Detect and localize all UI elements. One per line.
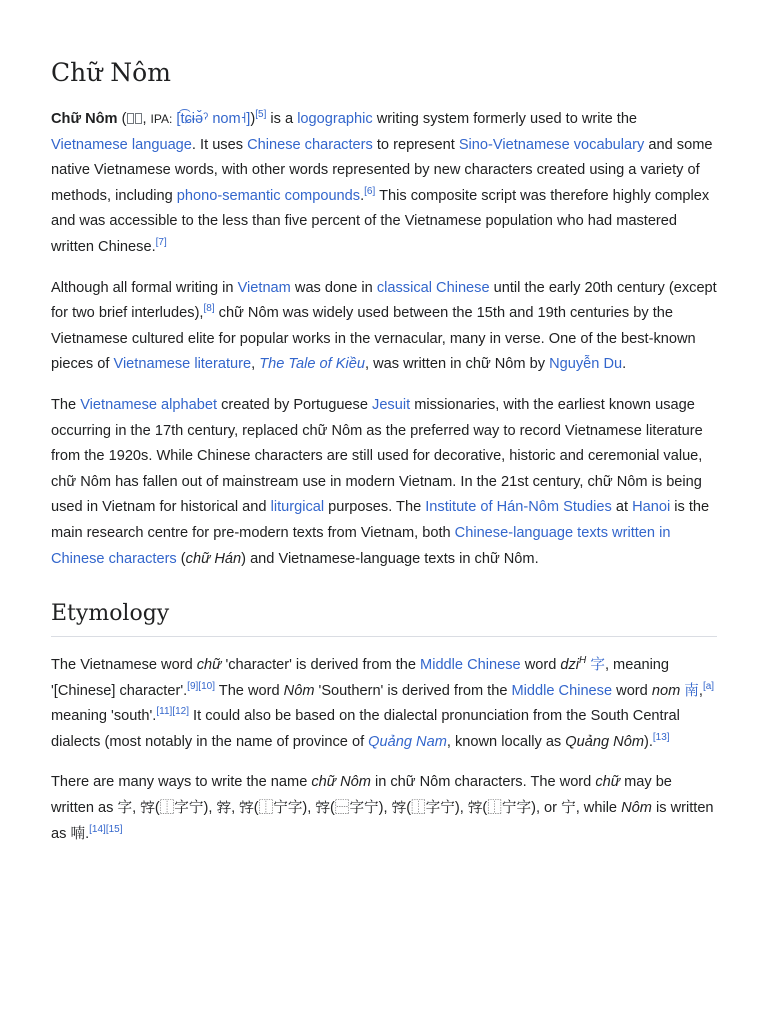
citation-link[interactable]: [5] (255, 109, 267, 121)
tale-of-kieu-link[interactable]: The Tale of Kiều (259, 356, 365, 373)
logographic-link[interactable]: logographic (297, 111, 373, 127)
citation-link[interactable]: [14] (89, 823, 106, 835)
nguyen-du-link[interactable]: Nguyễn Du (549, 356, 623, 373)
jesuit-link[interactable]: Jesuit (372, 396, 411, 413)
vietnamese-language-link[interactable]: Vietnamese language (51, 136, 192, 153)
nom-variant: 𡨸(⿰字宁) (140, 800, 209, 817)
vietnamese-alphabet-link[interactable]: Vietnamese alphabet (80, 396, 218, 413)
citation-link[interactable]: [12] (172, 706, 189, 718)
missing-glyph-icon (135, 113, 142, 124)
chinese-characters-link[interactable]: Chinese characters (247, 136, 373, 153)
citation-link[interactable]: [9] (187, 680, 199, 692)
citation-link[interactable]: [15] (105, 823, 123, 835)
institute-han-nom-link[interactable]: Institute of Hán-Nôm Studies (425, 499, 612, 516)
hanoi-link[interactable]: Hanoi (632, 499, 671, 516)
sino-vietnamese-link[interactable]: Sino-Vietnamese vocabulary (458, 136, 645, 153)
intro-paragraph: Chữ Nôm ( , IPA: [t͡ɕɨə̌ˀ nom˧])[5] is a logographic writing system formerly used to write the Vietnamese language. It uses Chinese characters to represent Sino-Vietnamese vocabulary and some native Vietnamese words, with other words represented by new characters created using a variety of methods, including phono-semantic compounds.[6] This composite script was therefore highly complex and was accessible to the less than five percent of the Vietnamese population who had mastered written Chinese.[7] (51, 109, 713, 255)
quang-nam-link[interactable]: Quảng Nam (368, 733, 447, 750)
writing-forms-paragraph: There are many ways to write the name chữ Nôm in chữ Nôm characters. The word chữ may be written as 字, 𡨸(⿰字宁), 𡦂, 𡨸(⿰宁字), 𡨸(⿱字宁), 𡨸(⿰字宁), 𡨸(⿰宁字), or 宁, while Nôm is written as 喃.[14][15] (51, 774, 714, 842)
chinese-language-texts-link[interactable]: Chinese-language texts written in Chinese characters (51, 524, 671, 567)
citation-link[interactable]: [10] (198, 680, 215, 692)
liturgical-link[interactable]: liturgical (270, 499, 325, 516)
citation-link[interactable]: [6] (364, 185, 376, 197)
zi-character-link[interactable]: 字 (590, 657, 605, 674)
missing-glyph-icon (127, 113, 134, 124)
nom-character: 喃 (70, 825, 86, 842)
vietnam-link[interactable]: Vietnam (237, 279, 291, 296)
footnote-link[interactable]: [a] (702, 680, 715, 692)
citation-link[interactable]: [13] (652, 732, 670, 744)
nom-variant: 𡦂 (216, 800, 232, 817)
middle-chinese-link[interactable]: Middle Chinese (420, 657, 521, 674)
phono-semantic-link[interactable]: phono-semantic compounds (176, 187, 361, 204)
classical-chinese-link[interactable]: classical Chinese (376, 279, 490, 296)
page-title: Chữ Nôm (51, 58, 171, 87)
han-character: 宁 (561, 800, 576, 817)
citation-link[interactable]: [11] (156, 706, 173, 718)
etymology-paragraph: The Vietnamese word chữ 'character' is derived from the Middle Chinese word dzi$^H$ 字, meaning '[Chinese] character'.[9][10] The word Nôm 'Southern' is derived from the Middle Chinese word nom 南,[a] meaning 'south'.[11][12] It could also be based on the dialectal pronunciation from the South Central dialects (most notably in the name of province of Quảng Nam, known locally as Quảng Nôm).[13] (51, 655, 715, 750)
ipa-pronunciation-link[interactable]: [t͡ɕɨə̌ˀ nom˧] (176, 111, 251, 127)
modern-use-paragraph: The Vietnamese alphabet created by Portuguese Jesuit missionaries, with the earliest known usage occurring in the 17th century, replaced chữ Nôm as the preferred way to record Vietnamese literature from the 1920s. While Chinese characters are still used for decorative, historic and ceremonial value, chữ Nôm has fallen out of mainstream use in modern Vietnam. In the 21st century, chữ Nôm is being used in Vietnam for historical and liturgical purposes. The Institute of Hán-Nôm Studies at Hanoi is the main research centre for pre-modern texts from Vietnam, both Chinese-language texts written in Chinese characters (chữ Hán) and Vietnamese-language texts in chữ Nôm. (51, 396, 710, 567)
nom-variant: 𡨸(⿰宁字) (467, 800, 536, 817)
nom-variant: 𡨸(⿰宁字) (239, 800, 308, 817)
history-paragraph: Although all formal writing in Vietnam was done in classical Chinese until the early 20th century (except for two brief interludes),[8] chữ Nôm was widely used between the 15th and 19th centuries by the Vietnamese cultured elite for popular works in the vernacular, many in verse. One of the best-known pieces of Vietnamese literature, The Tale of Kiều, was written in chữ Nôm by Nguyễn Du. (51, 279, 717, 373)
middle-chinese-link[interactable]: Middle Chinese (511, 682, 613, 699)
nom-variant: 𡨸(⿱字宁) (315, 800, 384, 817)
vietnamese-literature-link[interactable]: Vietnamese literature (113, 356, 252, 373)
term-bold: Chữ Nôm (51, 111, 118, 127)
section-heading-etymology: Etymology (51, 598, 717, 637)
ipa-label: IPA: (150, 112, 173, 126)
citation-link[interactable]: [7] (155, 237, 167, 249)
nom-characters-link[interactable] (126, 111, 142, 127)
citation-link[interactable]: [8] (203, 303, 215, 315)
han-character: 字 (117, 800, 133, 817)
nan-character-link[interactable]: 南 (684, 682, 699, 699)
nom-variant: 𡨸(⿰字宁) (391, 800, 460, 817)
